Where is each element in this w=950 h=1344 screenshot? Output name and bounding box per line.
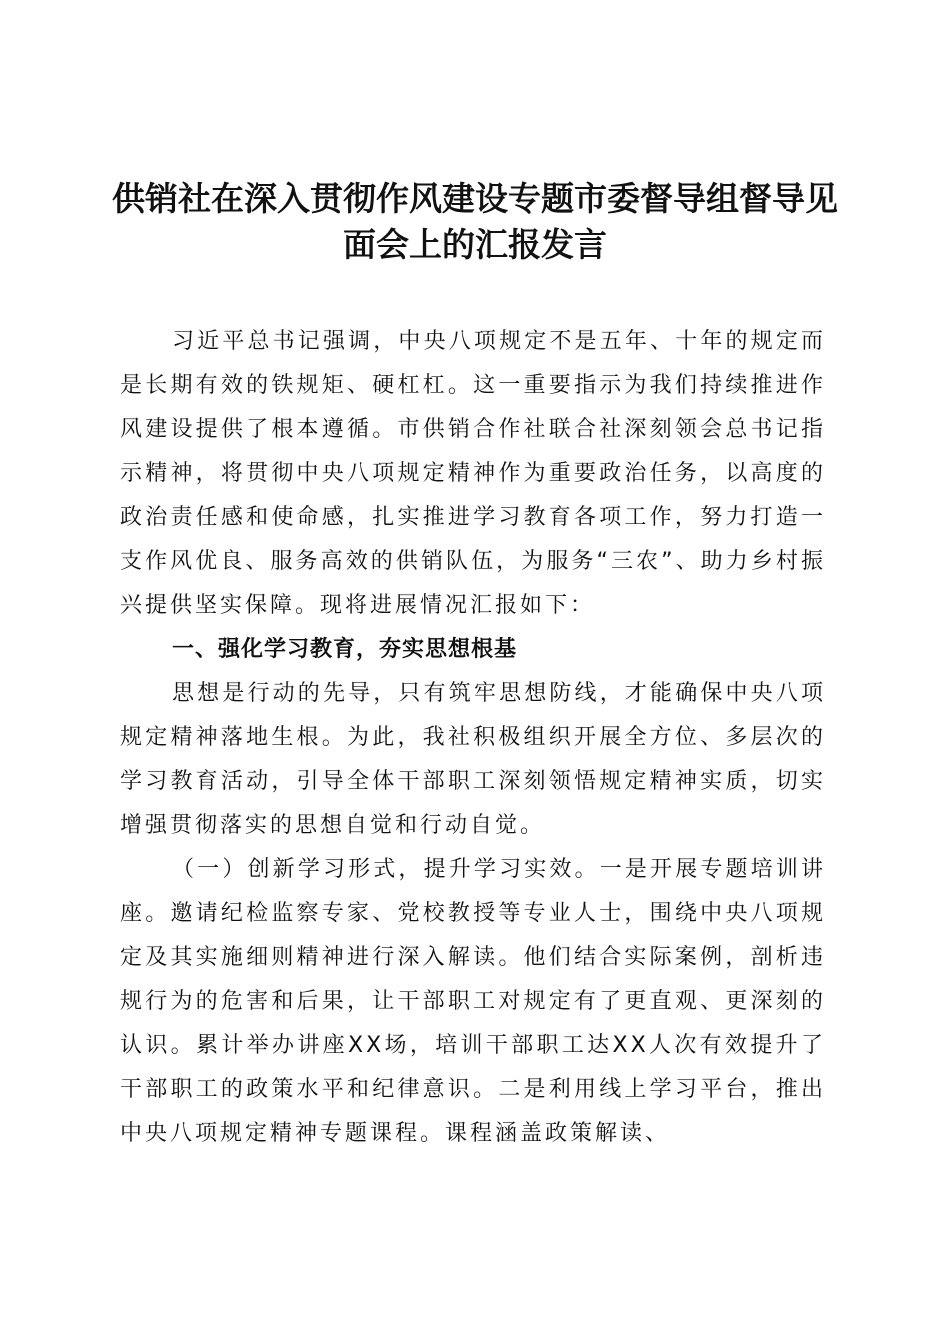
section-heading-1: 一、强化学习教育，夯实思想根基	[172, 637, 518, 662]
document-body	[120, 320, 826, 1156]
intro-paragraph: 习近平总书记强调，中央八项规定不是五年、十年的规定而是长期有效的铁规矩、硬杠杠。这一重要指示为我们持续推进作风建设提供了根本遵循。市供销合作社联合社深刻领会总书记指示精神，将贯彻中央八项规定精神作为重要政治任务，以高度的政治责任感和使命感，扎实推进学习教育各项工作，努力打造一支作风优良、服务高效的供销队伍，为服务“三农”、助力乡村振兴提供坚实保障。现将进展情况汇报如下：	[120, 329, 826, 618]
subsection-1-paragraph: （一）创新学习形式，提升学习实效。一是开展专题培训讲座。邀请纪检监察专家、党校教授等专业人士，围绕中央八项规定及其实施细则精神进行深入解读。他们结合实际案例，剖析违规行为的危害和后果，让干部职工对规定有了更直观、更深刻的认识。累计举办讲座XX场，培训干部职工达XX人次有效提升了干部职工的政策水平和纪律意识。二是利用线上学习平台，推出中央八项规定精神专题课程。课程涵盖政策解读、	[120, 857, 826, 1146]
section-1-paragraph: 思想是行动的先导，只有筑牢思想防线，才能确保中央八项规定精神落地生根。为此，我社积极组织开展全方位、多层次的学习教育活动，引导全体干部职工深刻领悟规定精神实质，切实增强贯彻落实的思想自觉和行动自觉。	[120, 681, 826, 838]
document-title: 供销社在深入贯彻作风建设专题市委督导组督导见面会上的汇报发言	[112, 179, 838, 264]
